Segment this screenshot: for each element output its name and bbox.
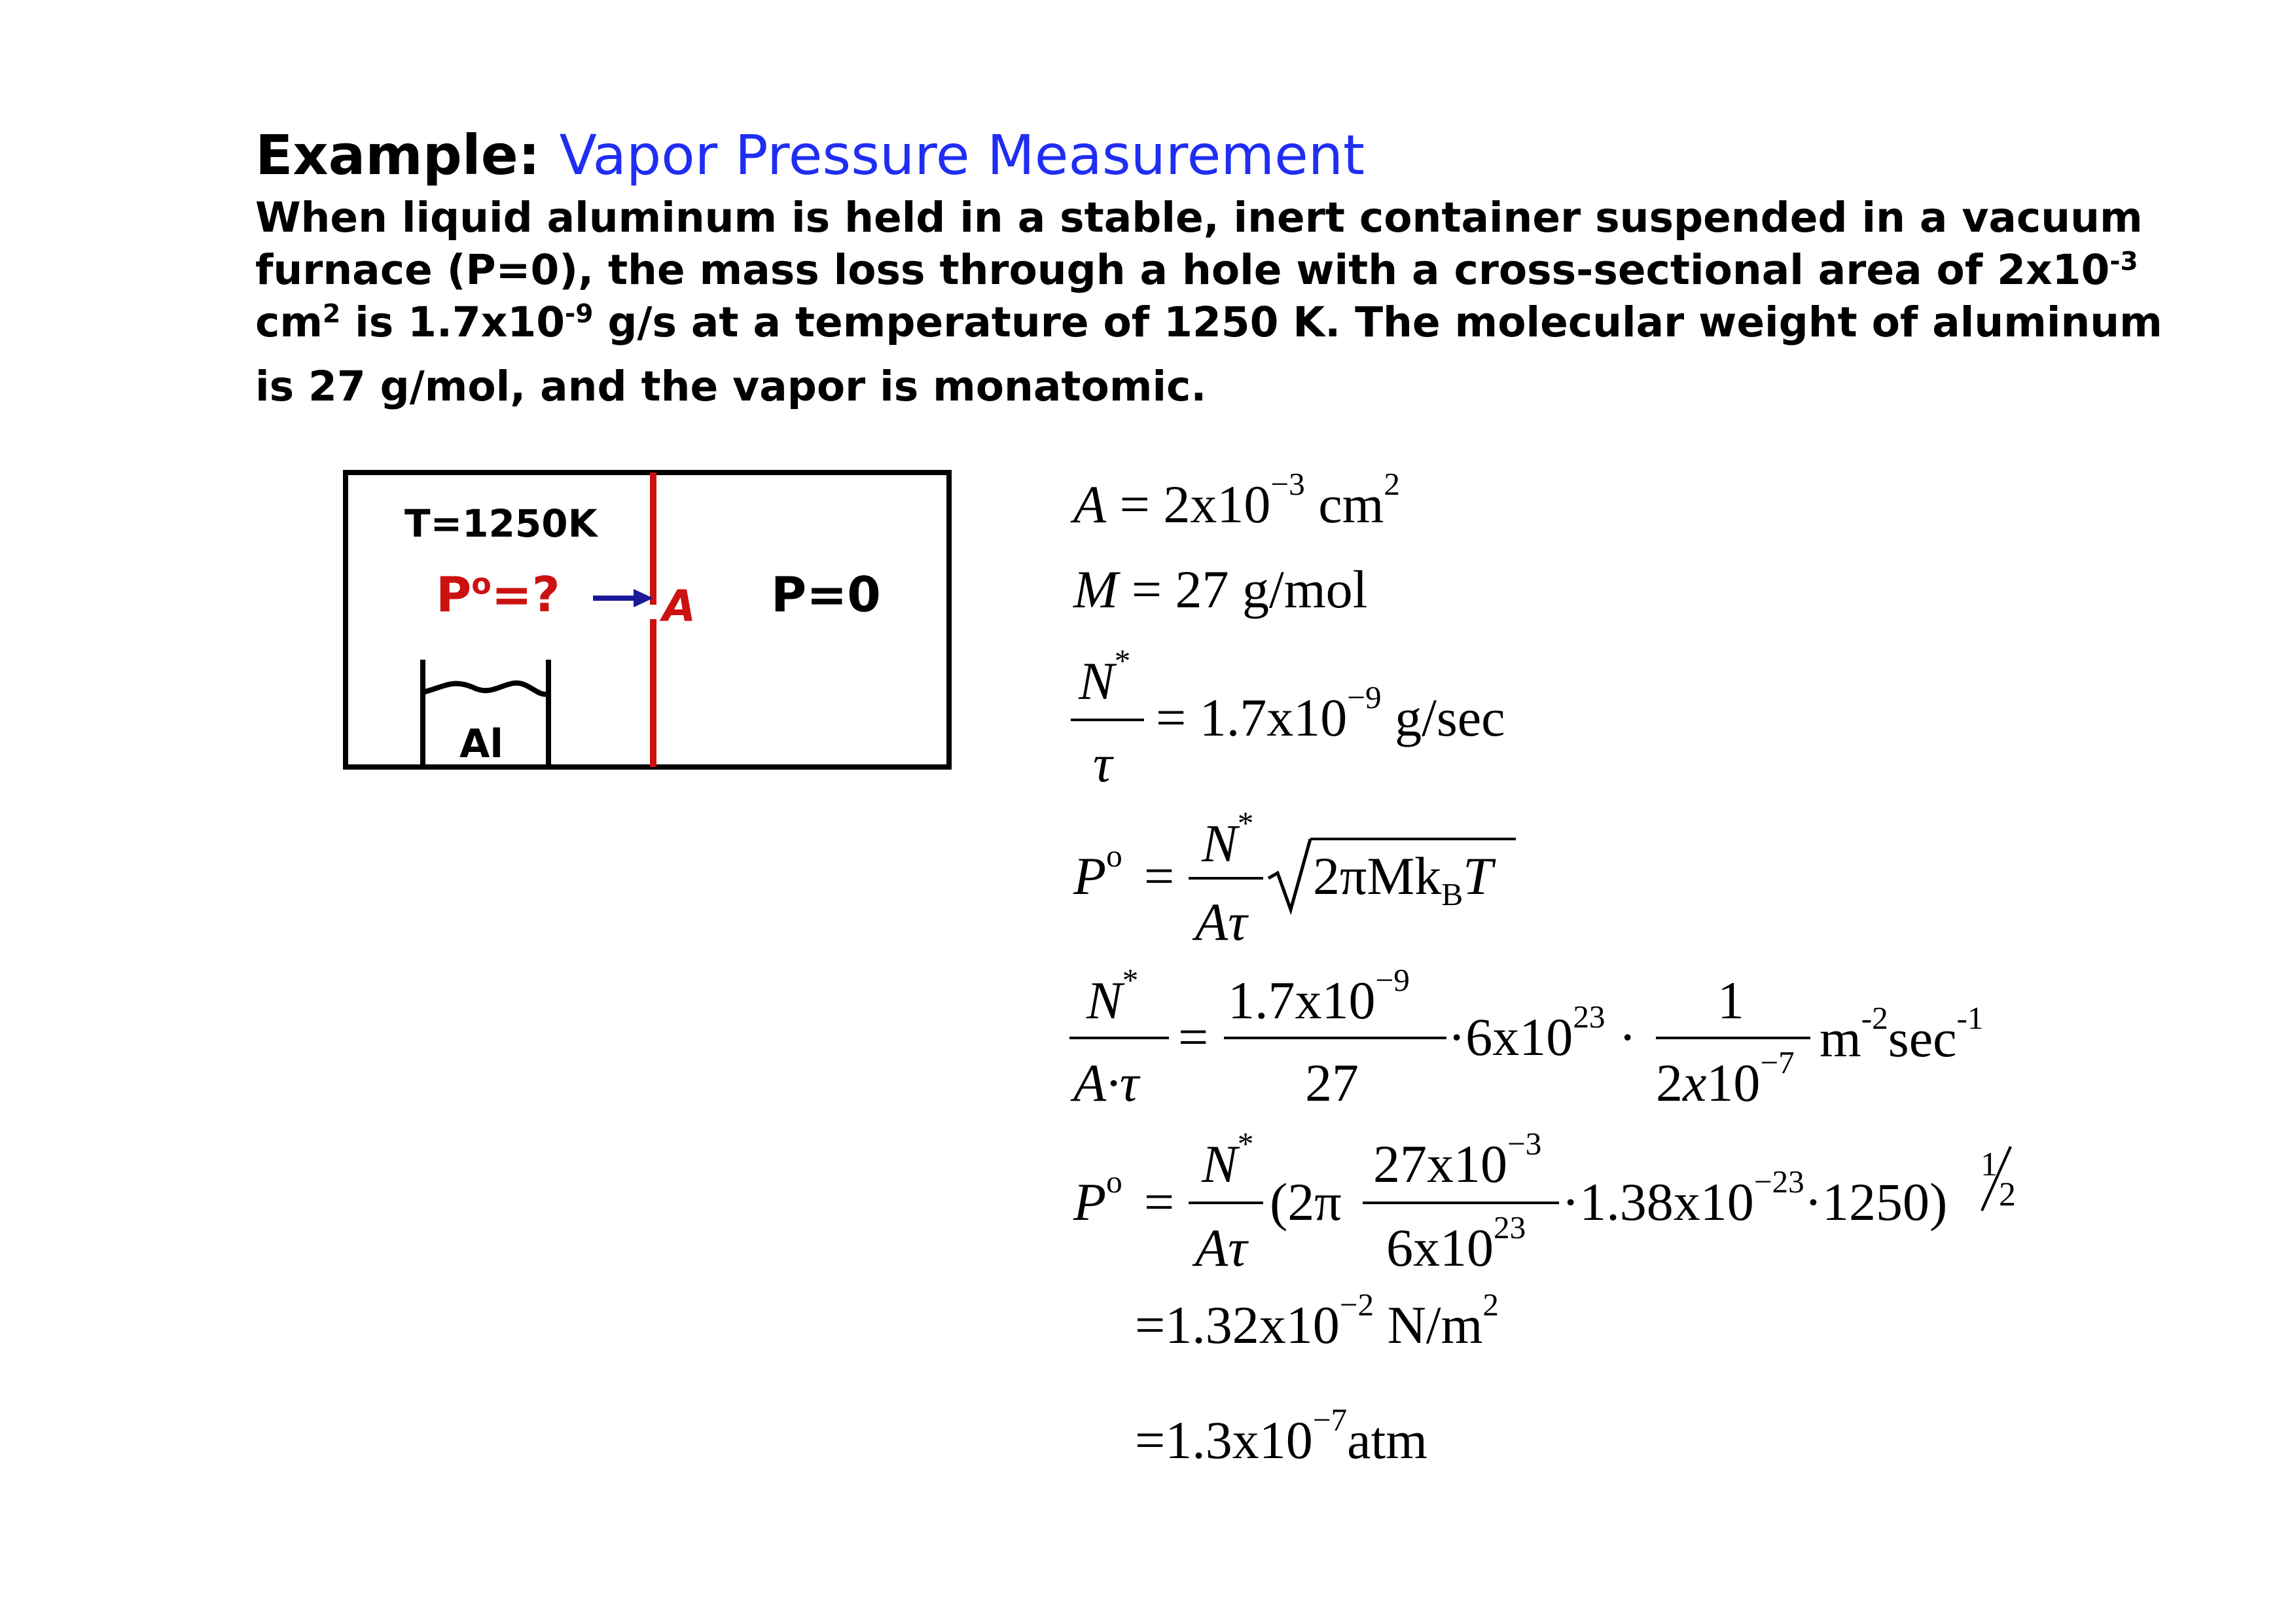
mass-loss-numerator: N* xyxy=(1079,643,1131,711)
pressure-formula-equals: = xyxy=(1144,846,1175,906)
furnace-diagram xyxy=(342,470,952,771)
problem-line-3: $cm^2$ is $1.7x10^{-9}$ g/s at a temperature of 1250 K. The molecular weight of aluminum xyxy=(255,298,2162,346)
square-root-bar xyxy=(1310,838,1516,840)
molar-mass-fraction-bar xyxy=(1363,1202,1559,1204)
problem-line-1: When liquid aluminum is held in a stable, inert container suspended in a vacuum xyxy=(255,194,2143,241)
substitution-denominator: Aτ xyxy=(1195,1218,1247,1277)
flux-fraction-2-numerator: 1 xyxy=(1717,971,1744,1030)
mass-loss-fraction-bar xyxy=(1071,719,1144,721)
vapor-pressure-label: $P^o=$? xyxy=(436,567,560,623)
crucible-label: Al xyxy=(459,721,504,767)
flux-fraction-2-denominator: $2x10^{-7}$ xyxy=(1656,1044,1795,1113)
flux-lhs-fraction-bar xyxy=(1069,1037,1169,1039)
half-exponent-numerator: 1 xyxy=(1981,1146,1998,1183)
example-title: Vapor Pressure Measurement xyxy=(559,123,1365,187)
liquid-surface xyxy=(423,683,548,694)
flux-lhs-denominator: A·τ xyxy=(1073,1053,1139,1113)
flux-fraction-1-numerator: $1.7x10^{-9}$ xyxy=(1228,962,1410,1030)
substitution-numerator: N* xyxy=(1202,1126,1254,1194)
substitution-fraction-bar xyxy=(1189,1202,1263,1204)
flux-fraction-2-bar xyxy=(1656,1037,1810,1039)
problem-line-2: furnace (P=0), the mass loss through a hole with a cross-sectional area of $2x10^{-3}$ xyxy=(255,246,2138,294)
flux-lhs-numerator: N* xyxy=(1086,962,1139,1030)
molar-mass-equation: M = 27 g/mol xyxy=(1073,560,1368,619)
temperature-label: T=1250K xyxy=(404,501,598,546)
molar-mass-fraction-denominator: $6x10^{23}$ xyxy=(1386,1209,1526,1277)
area-equation: $A = 2x10^{-3}$ $cm^2$ xyxy=(1073,466,1400,534)
molar-mass-fraction-numerator: $27x10^{-3}$ xyxy=(1373,1126,1542,1194)
mass-loss-value: = $1.7x10^{-9}$ g/sec xyxy=(1156,679,1505,747)
avogadro-factor: $\cdot 6x10^{23}$ · xyxy=(1448,999,1637,1067)
pressure-result-atm: $=1.3x10^{-7}atm$ xyxy=(1135,1402,1428,1470)
pressure-result-si: $=1.32x10^{-2}$ $N/m^2$ xyxy=(1135,1287,1499,1355)
vacuum-pressure-label: P=0 xyxy=(771,567,881,623)
pressure-formula-numerator: N* xyxy=(1202,805,1254,873)
half-exponent-denominator: 2 xyxy=(1999,1176,2016,1213)
hole-area-label: A xyxy=(662,581,696,632)
pressure-formula-denominator: Aτ xyxy=(1195,892,1247,952)
substitution-open: (2π xyxy=(1270,1172,1342,1232)
flux-fraction-1-bar xyxy=(1224,1037,1446,1039)
substitution-lhs: $P^o$ xyxy=(1073,1164,1122,1232)
page-title xyxy=(255,123,1365,187)
substitution-tail: $\cdot 1.38x10^{-23}\cdot 1250$) xyxy=(1562,1164,1948,1232)
problem-line-4: is 27 g/mol, and the vapor is monatomic. xyxy=(255,363,1207,410)
square-root-sign xyxy=(1266,836,1313,915)
flux-fraction-1-denominator: 27 xyxy=(1305,1053,1359,1113)
flux-equals: = xyxy=(1178,1007,1209,1067)
flux-units: $m^{-2}\sec^{-1}$ xyxy=(1820,1000,1984,1068)
example-label: Example: xyxy=(255,123,541,187)
mass-loss-denominator: τ xyxy=(1093,734,1113,793)
square-root-radicand: 2πMk$_B$T xyxy=(1313,846,1493,913)
orifice-hole xyxy=(645,605,661,619)
pressure-formula-lhs: $P^o$ xyxy=(1073,838,1122,906)
substitution-equals: = xyxy=(1144,1172,1175,1232)
pressure-formula-fraction-bar xyxy=(1189,877,1263,880)
